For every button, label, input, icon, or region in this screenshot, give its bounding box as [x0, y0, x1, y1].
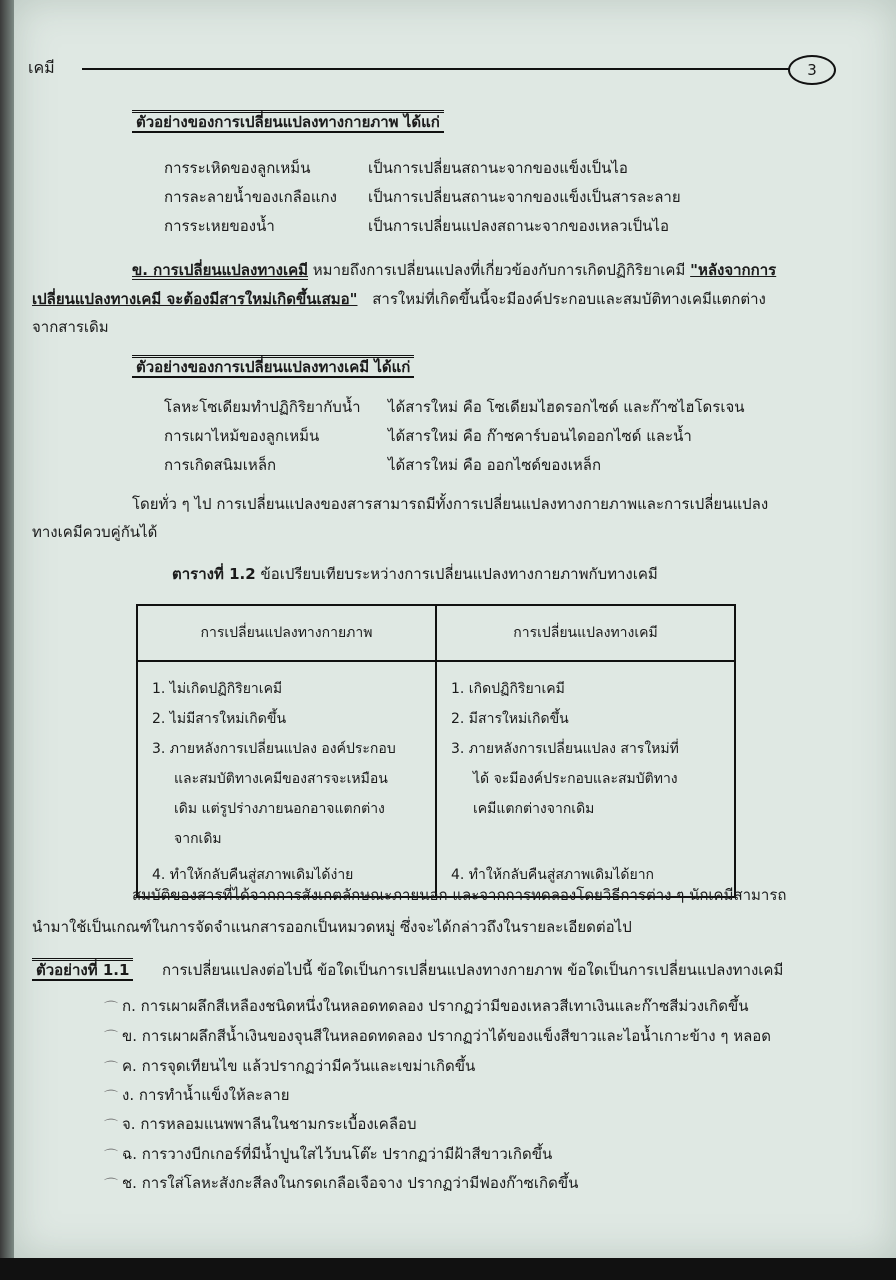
- table-line: จากเดิม: [174, 831, 222, 847]
- table-line: และสมบัติทางเคมีของสารจะเหมือน: [174, 771, 388, 787]
- table-line: ได้ จะมีองค์ประกอบและสมบัติทาง: [473, 771, 678, 787]
- physical-item-name-1: การระเหิดของลูกเหม็น: [164, 159, 311, 177]
- table-line: 2. มีสารใหม่เกิดขึ้น: [451, 711, 569, 727]
- example-item-g: ช. การใส่โลหะสังกะสีลงในกรดเกลือเจือจาง ปรากฏว่ามีฟองก๊าซเกิดขึ้น: [122, 1174, 579, 1192]
- closing-paragraph-line-2: นำมาใช้เป็นเกณฑ์ในการจัดจำแนกสารออกเป็นหมวดหมู่ ซึ่งจะได้กล่าวถึงในรายละเอียดต่อไป: [32, 918, 632, 936]
- table-line: 1. ไม่เกิดปฏิกิริยาเคมี: [152, 681, 283, 697]
- pencil-mark: ⌒: [104, 1061, 118, 1077]
- comparison-table: [136, 604, 736, 898]
- table-last-physical: 4. ทำให้กลับคืนสู่สภาพเดิมได้ง่าย: [137, 860, 436, 897]
- chemical-item-desc-1: ได้สารใหม่ คือ โซเดียมไฮดรอกไซด์ และก๊าซไฮโดรเจน: [388, 398, 745, 416]
- chemical-item-name-1: โลหะโซเดียมทำปฏิกิริยากับน้ำ: [164, 398, 361, 416]
- example-label: ตัวอย่างที่ 1.1: [32, 960, 133, 980]
- chemical-item-desc-3: ได้สารใหม่ คือ ออกไซด์ของเหล็ก: [388, 456, 602, 474]
- chemical-item-name-3: การเกิดสนิมเหล็ก: [164, 456, 277, 474]
- table-line: 3. ภายหลังการเปลี่ยนแปลง องค์ประกอบ: [152, 741, 396, 757]
- chemical-item-name-2: การเผาไหม้ของลูกเหม็น: [164, 427, 320, 445]
- chemical-definition-line-3: จากสารเดิม: [32, 318, 109, 336]
- table-last-chemical: 4. ทำให้กลับคืนสู่สภาพเดิมได้ยาก: [436, 860, 735, 897]
- example-item-c: ค. การจุดเทียนไข แล้วปรากฏว่ามีควันและเขม่าเกิดขึ้น: [122, 1057, 476, 1075]
- example-item-d: ง. การทำน้ำแข็งให้ละลาย: [122, 1086, 290, 1104]
- table-cell-physical: [137, 661, 436, 860]
- example-item-e: จ. การหลอมแนพพาลีนในชามกระเบื้องเคลือบ: [122, 1115, 417, 1133]
- page-number: 3: [788, 55, 836, 85]
- example-question: การเปลี่ยนแปลงต่อไปนี้ ข้อใดเป็นการเปลี่ยนแปลงทางกายภาพ ข้อใดเป็นการเปลี่ยนแปลงทางเคมี: [162, 961, 784, 979]
- pencil-mark: ⌒: [104, 1090, 118, 1106]
- binding-edge: [0, 0, 14, 1280]
- table-caption: ตารางที่ 1.2 ข้อเปรียบเทียบระหว่างการเปลี่ยนแปลงทางกายภาพกับทางเคมี: [172, 565, 658, 583]
- example-item-f: ฉ. การวางบีกเกอร์ที่มีน้ำปูนใสไว้บนโต๊ะ ปรากฏว่ามีฝ้าสีขาวเกิดขึ้น: [122, 1145, 553, 1163]
- pencil-mark: ⌒: [104, 1001, 118, 1017]
- physical-item-desc-1: เป็นการเปลี่ยนสถานะจากของแข็งเป็นไอ: [368, 159, 628, 177]
- pencil-mark: ⌒: [104, 1030, 118, 1046]
- physical-examples-heading: ตัวอย่างของการเปลี่ยนแปลงทางกายภาพ ได้แก่: [132, 112, 444, 132]
- example-item-a: ก. การเผาผลึกสีเหลืองชนิดหนึ่งในหลอดทดลอง ปรากฏว่ามีของเหลวสีเทาเงินและก๊าซสีม่วงเกิดขึ้น: [122, 997, 749, 1015]
- header-rule: [82, 68, 790, 70]
- physical-item-name-2: การละลายน้ำของเกลือแกง: [164, 188, 337, 206]
- general-paragraph-line-2: ทางเคมีควบคู่กันได้: [32, 523, 158, 541]
- subject-title: เคมี: [28, 58, 55, 77]
- example-item-b: ข. การเผาผลึกสีน้ำเงินของจุนสีในหลอดทดลอง ปรากฏว่าได้ของแข็งสีขาวและไอน้ำเกาะข้าง ๆ หลอด: [122, 1027, 772, 1045]
- pencil-mark: ⌒: [104, 1119, 118, 1135]
- general-paragraph-line-1: โดยทั่ว ๆ ไป การเปลี่ยนแปลงของสารสามารถมีทั้งการเปลี่ยนแปลงทางกายภาพและการเปลี่ยนแปลง: [132, 495, 769, 513]
- table-cell-chemical: [436, 661, 735, 860]
- table-line: 2. ไม่มีสารใหม่เกิดขึ้น: [152, 711, 287, 727]
- pencil-mark: ⌒: [104, 1178, 118, 1194]
- page-bottom-edge: [0, 1258, 896, 1280]
- table-line: เคมีแตกต่างจากเดิม: [473, 801, 595, 817]
- physical-item-name-3: การระเหยของน้ำ: [164, 217, 275, 235]
- table-line: 1. เกิดปฏิกิริยาเคมี: [451, 681, 565, 697]
- pencil-mark: ⌒: [104, 1149, 118, 1165]
- chemical-examples-heading: ตัวอย่างของการเปลี่ยนแปลงทางเคมี ได้แก่: [132, 357, 414, 377]
- closing-paragraph-line-1: สมบัติของสารที่ได้จากการสังเกตลักษณะภายนอก และจากการทดลองโดยวิธีการต่าง ๆ นักเคมีสามารถ: [132, 886, 787, 904]
- physical-item-desc-2: เป็นการเปลี่ยนสถานะจากของแข็งเป็นสารละลาย: [368, 188, 681, 206]
- chemical-definition-line-2: เปลี่ยนแปลงทางเคมี จะต้องมีสารใหม่เกิดขึ้นเสมอ" สารใหม่ที่เกิดขึ้นนี้จะมีองค์ประกอบและสมบัติทางเคมีแตกต่าง: [32, 290, 766, 308]
- chemical-definition-line-1: ข. การเปลี่ยนแปลงทางเคมี หมายถึงการเปลี่ยนแปลงที่เกี่ยวข้องกับการเกิดปฏิกิริยาเคมี "หลังจากการ: [132, 261, 777, 279]
- physical-item-desc-3: เป็นการเปลี่ยนแปลงสถานะจากของเหลวเป็นไอ: [368, 217, 669, 235]
- chemical-item-desc-2: ได้สารใหม่ คือ ก๊าซคาร์บอนไดออกไซด์ และน้ำ: [388, 427, 692, 445]
- table-header-chemical: การเปลี่ยนแปลงทางเคมี: [436, 605, 735, 661]
- table-line: เดิม แต่รูปร่างภายนอกอาจแตกต่าง: [174, 801, 385, 817]
- table-line: 3. ภายหลังการเปลี่ยนแปลง สารใหม่ที่: [451, 741, 679, 757]
- table-header-physical: การเปลี่ยนแปลงทางกายภาพ: [137, 605, 436, 661]
